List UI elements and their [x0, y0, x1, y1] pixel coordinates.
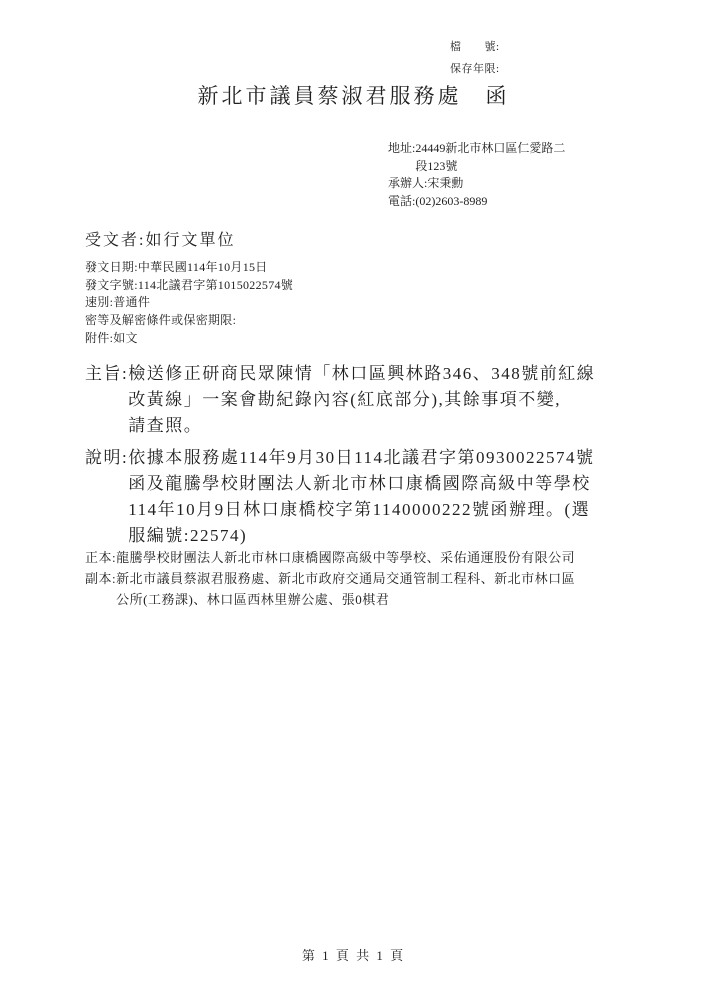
address-lines: [415, 140, 565, 175]
cc-line-1: 新北市議員蔡淑君服務處、新北市政府交通局交通管制工程科、新北市林口區: [116, 571, 576, 586]
address-line-2: 段123號: [415, 158, 458, 173]
page-number-footer: 第 1 頁 共 1 頁: [301, 948, 406, 963]
explanation-section: [85, 445, 594, 549]
explanation-line-1: 依據本服務處114年9月30日114北議君字第0930022574號: [128, 448, 595, 467]
speed-row: [85, 294, 293, 312]
file-number-label: 檔 號:: [450, 41, 500, 53]
original-recipients: [116, 547, 575, 568]
subject-line-2: 改黃線」一案會勘紀錄內容(紅底部分),其餘事項不變,: [128, 390, 562, 409]
original-label: 正本:: [85, 550, 117, 565]
original-recipients-row: [85, 547, 575, 568]
officer-name: 宋秉勳: [427, 176, 464, 190]
attachment-label: 附件:: [85, 330, 114, 345]
address-line-1: 24449新北市林口區仁愛路二: [415, 141, 566, 155]
recipient-value: 如行文單位: [145, 232, 236, 249]
sender-address-row: [388, 140, 565, 175]
attachment-value: 如文: [113, 330, 138, 345]
subject-section: [85, 361, 595, 439]
explanation-line-4: 服編號:22574): [128, 526, 248, 545]
cc-recipients-row: [85, 568, 575, 610]
officer-label: 承辦人:: [388, 176, 428, 190]
phone-label: 電話:: [388, 193, 416, 208]
issue-date-row: [85, 259, 293, 277]
doc-number-row: [85, 277, 293, 295]
explanation-body: [128, 445, 594, 549]
document-meta-block: [85, 259, 293, 348]
recipient-label: 受文者:: [85, 232, 146, 249]
subject-line-3: 請查照。: [128, 416, 203, 435]
address-label: 地址:: [388, 141, 416, 155]
original-line-1: 龍騰學校財團法人新北市林口康橋國際高級中等學校、采佑通運股份有限公司: [116, 550, 576, 565]
cc-line-2: 公所(工務課)、林口區西林里辦公處、張0棋君: [116, 592, 390, 607]
speed-label: 速別:: [85, 295, 114, 310]
explanation-line-2: 函及龍騰學校財團法人新北市林口康橋國際高級中等學校: [128, 474, 591, 493]
subject-line-1: 檢送修正研商民眾陳情「林口區興林路346、348號前紅線: [128, 364, 596, 383]
phone-number: (02)2603-8989: [415, 193, 488, 208]
copies-block: [85, 547, 575, 610]
explanation-line-3: 114年10月9日林口康橋校字第1140000222號函辦理。(選: [128, 500, 591, 519]
issue-date-label: 發文日期:: [85, 260, 138, 274]
subject-label: 主旨:: [85, 364, 129, 383]
filing-stamp: [450, 36, 500, 80]
explanation-label: 說明:: [85, 448, 129, 467]
cc-label: 副本:: [85, 571, 117, 586]
attachment-row: [85, 330, 293, 348]
document-title: 新北市議員蔡淑君服務處 函: [197, 84, 510, 108]
security-label: 密等及解密條件或保密期限:: [85, 313, 237, 328]
retention-period-label: 保存年限:: [450, 63, 500, 75]
doc-number-value: 114北議君字第1015022574號: [137, 277, 294, 292]
doc-number-label: 發文字號:: [85, 277, 138, 292]
sender-officer-row: [388, 175, 565, 193]
issue-date-value: 中華民國114年10月15日: [137, 260, 268, 274]
sender-info-block: [388, 140, 565, 210]
sender-phone-row: [388, 193, 565, 211]
recipient-line: [85, 227, 235, 250]
security-row: [85, 312, 293, 330]
speed-value: 普通件: [113, 295, 151, 310]
cc-recipients: [116, 568, 575, 610]
subject-body: [128, 361, 595, 439]
